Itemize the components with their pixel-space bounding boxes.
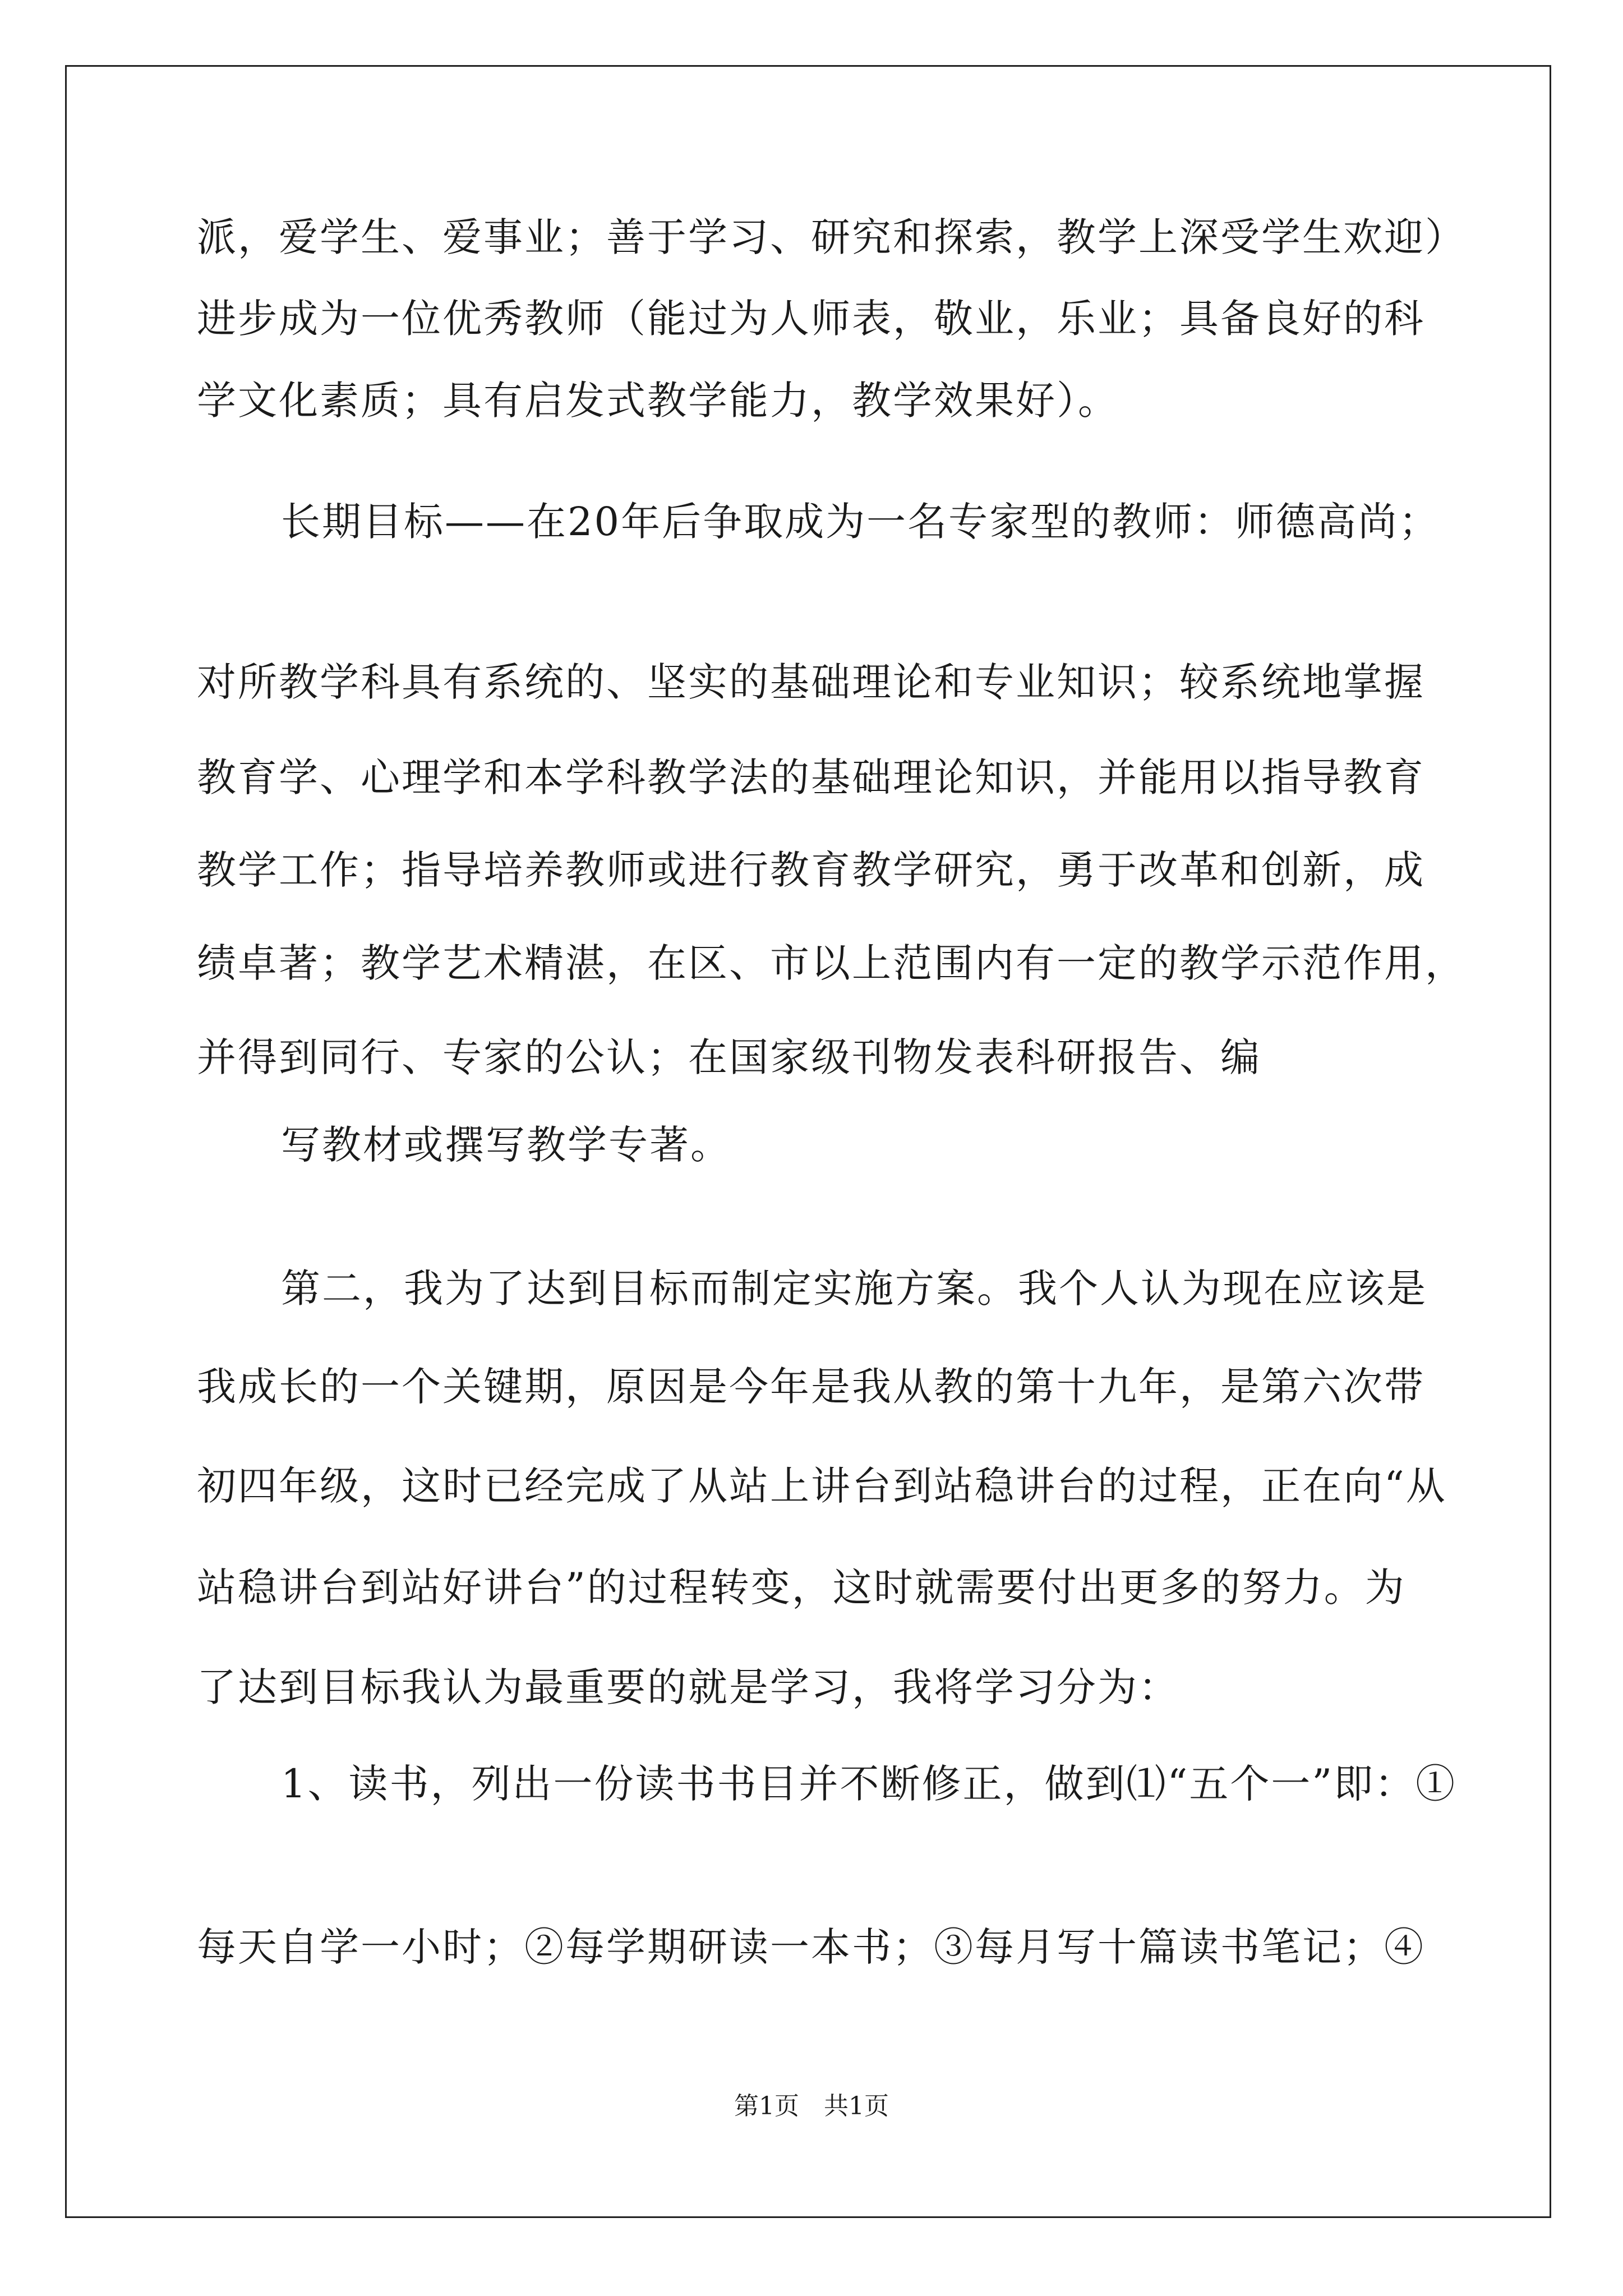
text-line: 1、读书，列出一份读书书目并不断修正，做到⑴“五个一”即：① <box>281 1761 1457 1807</box>
text-line: 我成长的一个关键期，原因是今年是我从教的第十九年，是第六次带 <box>197 1364 1425 1410</box>
text-line: 第二，我为了达到目标而制定实施方案。我个人认为现在应该是 <box>281 1266 1427 1312</box>
text-line: 教育学、心理学和本学科教学法的基础理论知识，并能用以指导教育 <box>197 754 1425 800</box>
text-line: 对所教学科具有系统的、坚实的基础理论和专业知识；较系统地掌握 <box>197 659 1425 705</box>
text-line: 长期目标——在20年后争取成为一名专家型的教师：师德高尚； <box>281 499 1440 545</box>
text-line: 教学工作；指导培养教师或进行教育教学研究，勇于改革和创新，成 <box>197 847 1425 893</box>
text-line: 站稳讲台到站好讲台”的过程转变，这时就需要付出更多的努力。为 <box>197 1565 1406 1611</box>
text-line: 派，爱学生、爱事业；善于学习、研究和探索，教学上深受学生欢迎） <box>197 214 1466 260</box>
text-line: 绩卓著；教学艺术精湛，在区、市以上范围内有一定的教学示范作用， <box>197 940 1466 986</box>
text-line: 写教材或撰写教学专著。 <box>281 1122 731 1168</box>
text-line: 进步成为一位优秀教师（能过为人师表，敬业，乐业；具备良好的科 <box>197 296 1425 342</box>
text-line: 每天自学一小时；②每学期研读一本书；③每月写十篇读书笔记；④ <box>197 1924 1425 1970</box>
text-line: 了达到目标我认为最重要的就是学习，我将学习分为： <box>197 1664 1179 1710</box>
text-line: 学文化素质；具有启发式教学能力，教学效果好）。 <box>197 378 1119 424</box>
text-line: 初四年级，这时已经完成了从站上讲台到站稳讲台的过程，正在向“从 <box>197 1463 1447 1509</box>
page-footer: 第1页 共1页 <box>734 2092 889 2120</box>
text-line: 并得到同行、专家的公认；在国家级刊物发表科研报告、编 <box>197 1034 1261 1080</box>
